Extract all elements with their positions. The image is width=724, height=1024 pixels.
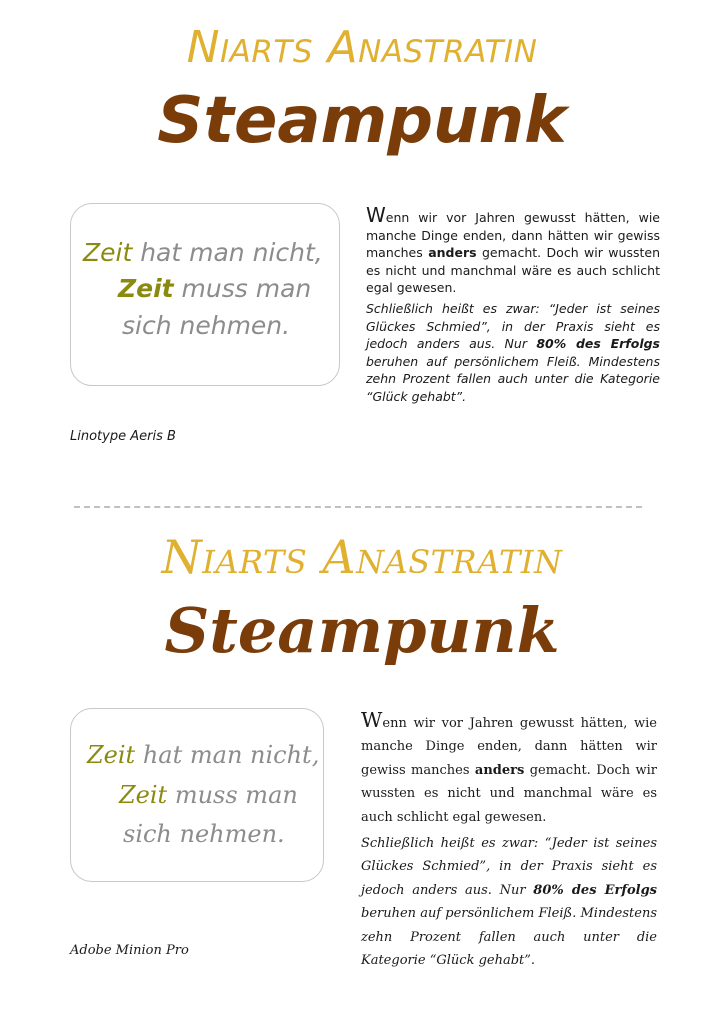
drop-cap: W — [366, 203, 386, 227]
emphasis: 80% des Erfolgs — [533, 882, 658, 898]
paragraph-text: beruhen auf persönlichem Fleiß. Mindestens zehn Prozent fallen auch unter die Kategorie “Glück gehabt”. — [361, 906, 657, 969]
italic-paragraph — [361, 832, 657, 972]
quote-text: hat man nicht, — [135, 741, 320, 769]
paragraph-text: beruhen auf persönlichem Fleiß. Mindestens zehn Prozent fallen auch unter die Kategorie “Glück gehabt”. — [366, 353, 660, 404]
quote-box — [70, 708, 324, 882]
emphasis: 80% des Erfolgs — [536, 336, 660, 352]
brand-heading: Niarts Anastratin — [161, 530, 563, 584]
quote-line-1 — [83, 238, 323, 267]
quote-keyword: Zeit — [83, 238, 133, 267]
quote-keyword: Zeit — [87, 741, 136, 769]
body-text — [366, 205, 660, 406]
paragraph — [361, 710, 657, 829]
paragraph-text: gemacht. Doch wir wussten es nicht und manchmal wäre es auch schlicht egal gewesen. — [366, 245, 660, 296]
quote-line-3: sich nehmen. — [123, 820, 285, 848]
font-name-label: Adobe Minion Pro — [70, 943, 189, 958]
emphasis: anders — [428, 245, 477, 261]
quote-keyword: Zeit — [119, 781, 168, 809]
drop-cap: W — [361, 708, 383, 732]
paragraph-text: gemacht. Doch wir wussten es nicht und manchmal wäre es auch schlicht egal gewesen. — [361, 762, 657, 825]
paragraph-text: enn wir vor Jahren gewusst hätten, wie manche Dinge enden, dann hätten wir gewiss manches — [366, 210, 660, 261]
quote-text: muss man — [167, 781, 298, 809]
quote-line-2 — [118, 274, 311, 303]
quote-keyword: Zeit — [118, 274, 174, 303]
paragraph — [366, 205, 660, 297]
quote-text: muss man — [173, 274, 312, 303]
body-text — [361, 710, 657, 972]
font-sample-minion — [0, 510, 724, 1024]
emphasis: anders — [474, 762, 525, 778]
quote-line-1 — [87, 741, 319, 769]
quote-box — [70, 203, 340, 386]
font-name-label: Linotype Aeris B — [70, 429, 176, 444]
brand-heading: Niarts Anastratin — [186, 22, 538, 73]
quote-line-3: sich nehmen. — [122, 311, 291, 340]
title-heading: Steampunk — [157, 84, 567, 158]
paragraph-text: Schließlich heißt es zwar: “Jeder ist seines Glückes Schmied”, in der Praxis sieht es jedoch anders aus. Nur — [366, 300, 660, 352]
paragraph-text: enn wir vor Jahren gewusst hätten, wie manche Dinge enden, dann hätten wir gewiss manches — [361, 716, 657, 778]
font-sample-aeris — [0, 0, 724, 490]
paragraph-text: Schließlich heißt es zwar: “Jeder ist seines Glückes Schmied”, in der Praxis sieht es jedoch anders aus. Nur — [361, 836, 657, 898]
italic-paragraph — [366, 300, 660, 406]
section-divider — [74, 506, 642, 508]
title-heading: Steampunk — [164, 594, 560, 667]
quote-line-2 — [119, 781, 298, 809]
quote-text: hat man nicht, — [132, 238, 323, 267]
